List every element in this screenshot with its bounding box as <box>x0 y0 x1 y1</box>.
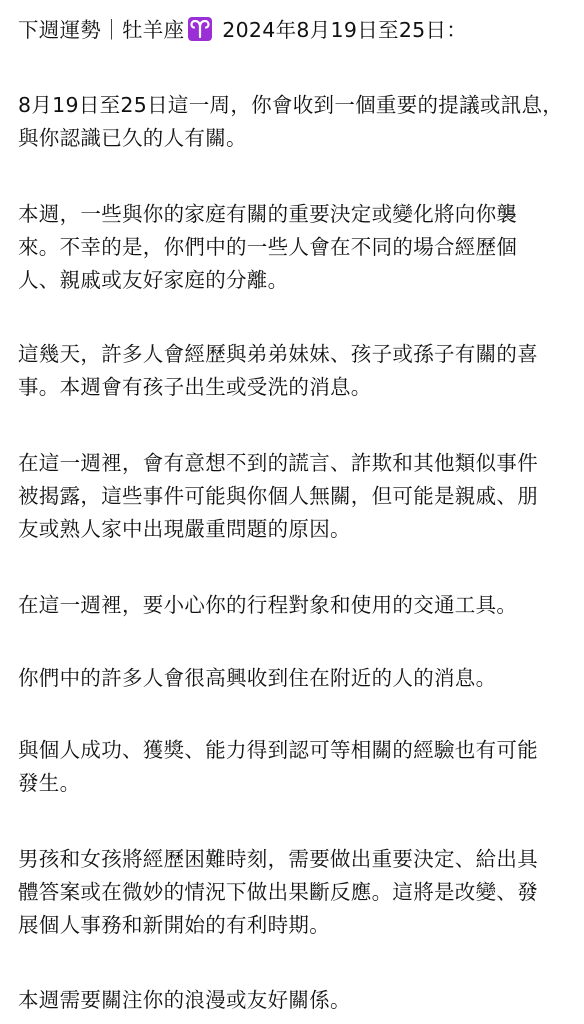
paragraph-line: 男孩和女孩將經歷困難時刻，需要做出重要決定、給出具 <box>18 847 538 871</box>
paragraph-9 <box>18 984 584 1017</box>
paragraph-2 <box>18 198 584 297</box>
paragraph-1 <box>18 89 584 155</box>
paragraph-4 <box>18 447 584 546</box>
paragraph-line: 體答案或在微妙的情況下做出果斷反應。這將是改變、發 <box>18 880 538 904</box>
paragraph-6 <box>18 662 584 695</box>
paragraph-line: 與你認識已久的人有關。 <box>18 126 247 150</box>
paragraph-line: 人、親戚或友好家庭的分離。 <box>18 268 289 292</box>
paragraph-line: 本週需要關注你的浪漫或友好關係。 <box>18 988 351 1012</box>
paragraph-line: 在這一週裡，會有意想不到的謊言、詐欺和其他類似事件 <box>18 451 538 475</box>
paragraph-line: 8月19日至25日這一周，你會收到一個重要的提議或訊息， <box>18 93 564 117</box>
paragraph-5 <box>18 589 584 622</box>
title-suffix: 2024年8月19日至25日： <box>215 18 468 42</box>
paragraph-line: 在這一週裡，要小心你的行程對象和使用的交通工具。 <box>18 593 518 617</box>
paragraph-line: 被揭露，這些事件可能與你個人無關，但可能是親戚、朋 <box>18 484 538 508</box>
paragraph-line: 這幾天，許多人會經歷與弟弟妹妹、孩子或孫子有關的喜 <box>18 342 538 366</box>
paragraph-line: 與個人成功、獲獎、能力得到認可等相關的經驗也有可能 <box>18 738 538 762</box>
paragraph-line: 事。本週會有孩子出生或受洗的消息。 <box>18 375 372 399</box>
paragraph-line: 本週，一些與你的家庭有關的重要決定或變化將向你襲 <box>18 202 518 226</box>
paragraph-line: 你們中的許多人會很高興收到住在附近的人的消息。 <box>18 666 497 690</box>
paragraph-7 <box>18 734 584 800</box>
paragraph-line: 發生。 <box>18 771 81 795</box>
paragraph-line: 來。不幸的是，你們中的一些人會在不同的場合經歷個 <box>18 235 518 259</box>
paragraph-3 <box>18 338 584 404</box>
page-title <box>18 15 467 45</box>
aries-symbol-icon <box>188 17 212 41</box>
paragraph-line: 友或熟人家中出現嚴重問題的原因。 <box>18 517 351 541</box>
paragraph-8 <box>18 843 584 942</box>
title-prefix: 下週運勢｜牡羊座 <box>18 18 185 42</box>
paragraph-line: 展個人事務和新開始的有利時期。 <box>18 913 330 937</box>
